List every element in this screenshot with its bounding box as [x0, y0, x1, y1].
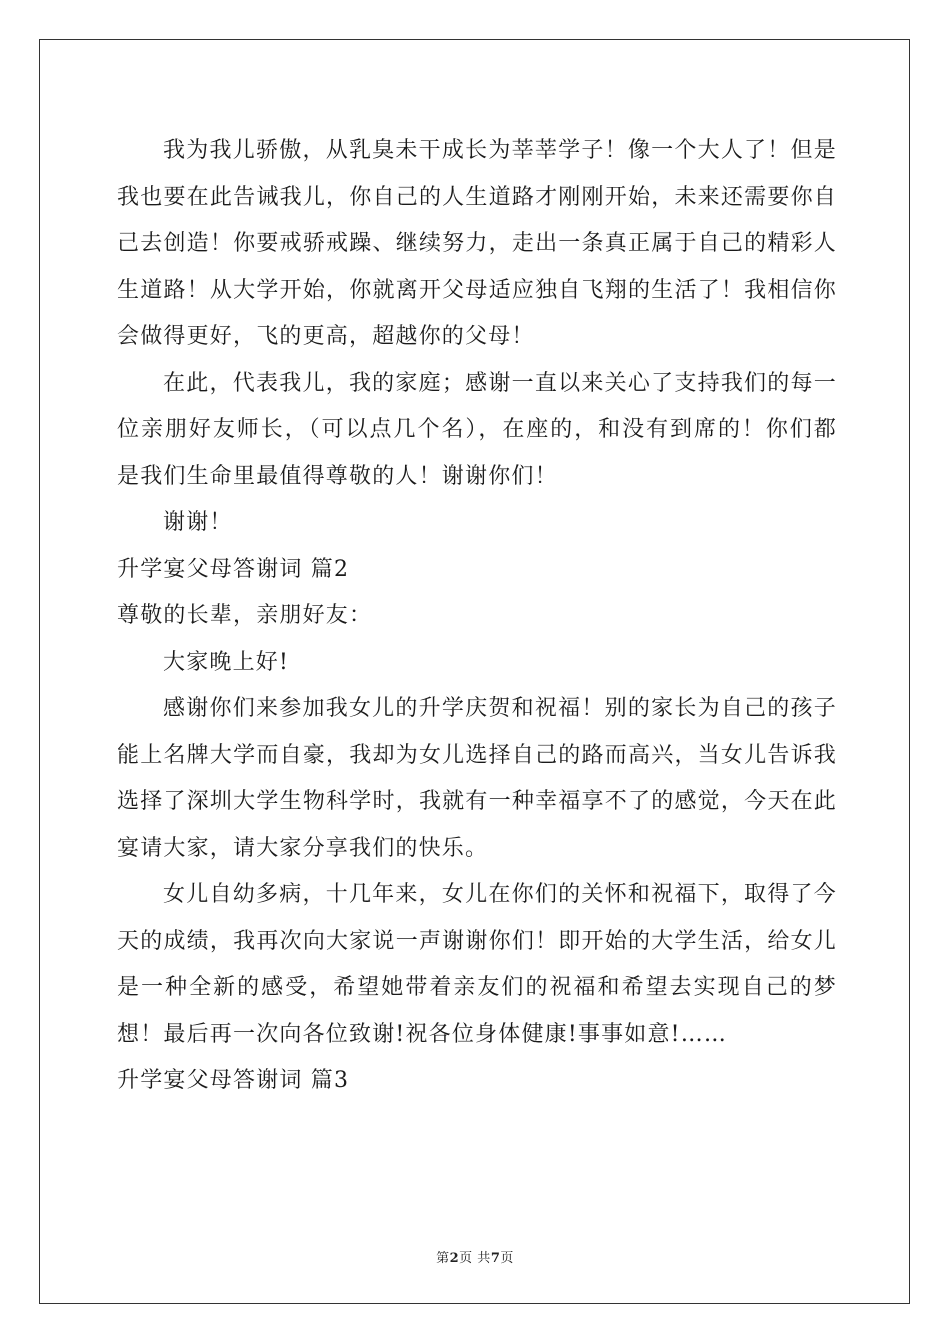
section-heading-3: 升学宴父母答谢词 篇3 — [117, 1068, 350, 1093]
page-footer — [0, 1247, 950, 1266]
paragraph-thanks-family: 在此，代表我儿，我的家庭；感谢一直以来关心了支持我们的每一位亲朋好友师长，（可以点几个名），在座的，和没有到席的！你们都是我们生命里最值得尊敬的人！谢谢你们！ — [117, 370, 837, 489]
greeting: 大家晚上好! — [163, 649, 290, 675]
footer-total-pages: 7 — [490, 1251, 501, 1266]
paragraph-pride: 我为我儿骄傲，从乳臭未干成长为莘莘学子！像一个大人了！但是我也要在此告诫我儿，你自己的人生道路才刚刚开始，未来还需要你自己去创造！你要戒骄戒躁、继续努力，走出一条真正属于自己的精彩人生道路！从大学开始，你就离开父母适应独自飞翔的生活了！我相信你会做得更好，飞的更高，超越你的父母！ — [117, 138, 837, 349]
paragraph-daughter-health: 女儿自幼多病，十几年来，女儿在你们的关怀和祝福下，取得了今天的成绩，我再次向大家说一声谢谢你们！即开始的大学生活，给女儿是一种全新的感受，希望她带着亲友们的祝福和希望去实现自己的梦想！最后再一次向各位致谢!祝各位身体健康!事事如意!…… — [117, 882, 837, 1047]
footer-prefix: 第 — [436, 1251, 450, 1266]
salutation: 尊敬的长辈，亲朋好友： — [117, 603, 373, 628]
paragraph-daughter-choice: 感谢你们来参加我女儿的升学庆贺和祝福！别的家长为自己的孩子能上名牌大学而自豪，我却为女儿选择自己的路而高兴，当女儿告诉我选择了深圳大学生物科学时，我就有一种幸福享不了的感觉，今天在此宴请大家，请大家分享我们的快乐。 — [117, 696, 837, 861]
document-body — [117, 128, 837, 1105]
section-heading-2: 升学宴父母答谢词 篇2 — [117, 556, 350, 582]
footer-suffix: 页 — [500, 1251, 514, 1266]
paragraph-thank-you: 谢谢！ — [163, 510, 233, 535]
footer-page-number: 2 — [449, 1251, 460, 1266]
footer-mid: 页 共 — [459, 1251, 491, 1266]
